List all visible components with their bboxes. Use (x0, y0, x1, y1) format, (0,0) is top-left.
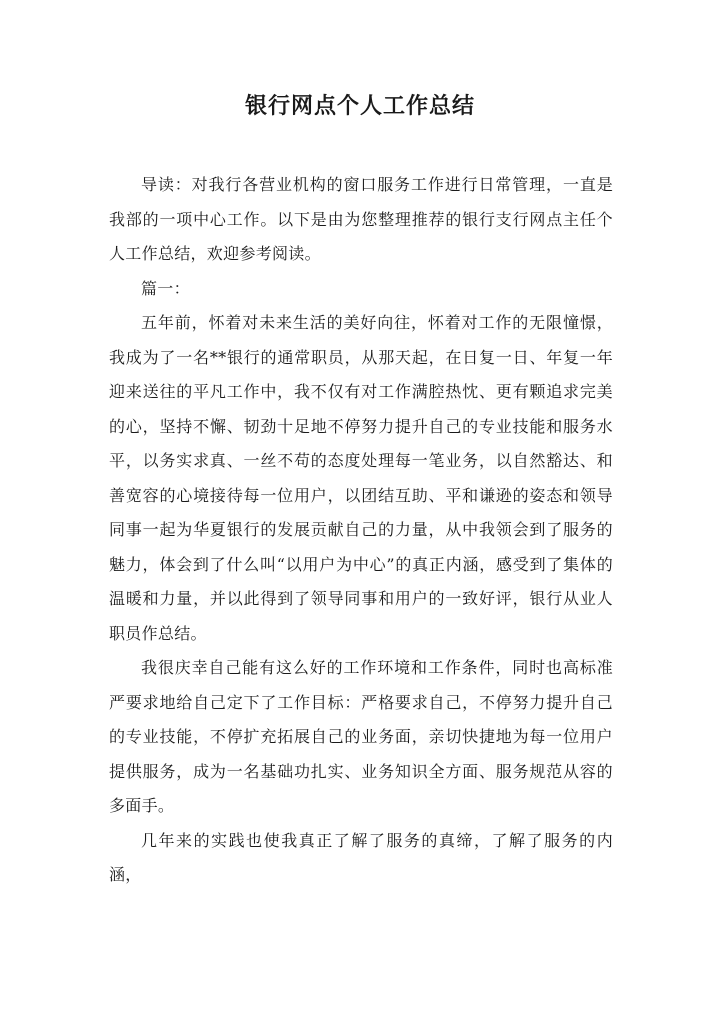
section-heading: 篇一： (141, 278, 190, 298)
body-paragraph: 五年前，怀着对未来生活的美好向往，怀着对工作的无限憧憬，我成为了一名**银行的通常职员，从那天起，在日复一日、年复一年迎来送往的平凡工作中，我不仅有对工作满腔热忱、更有颗追求完美的心，坚持不懈、韧劲十足地不停努力提升自己的专业技能和服务水平，以务实求真、一丝不苟的态度处理每一笔业务，以自然豁达、和善宽容的心境接待每一位用户，以团结互助、平和谦逊的姿态和领导同事一起为华夏银行的发展贡献自己的力量，从中我领会到了服务的魅力，体会到了什么叫“以用户为中心”的真正内涵，感受到了集体的温暖和力量，并以此得到了领导同事和用户的一致好评，银行从业人职员作总结。 (109, 313, 613, 643)
document-title: 银行网点个人工作总结 (244, 93, 475, 119)
body-paragraph: 几年来的实践也使我真正了解了服务的真缔，了解了服务的内涵， (109, 830, 613, 884)
body-paragraph: 我很庆幸自己能有这么好的工作环境和工作条件，同时也高标准严要求地给自己定下了工作目标：严格要求自己，不停努力提升自己的专业技能，不停扩充拓展自己的业务面，亲切快捷地为每一位用户提供服务，成为一名基础功扎实、业务知识全方面、服务规范从容的多面手。 (109, 658, 613, 815)
intro-paragraph: 导读：对我行各营业机构的窗口服务工作进行日常管理，一直是我部的一项中心工作。以下是由为您整理推荐的银行支行网点主任个人工作总结，欢迎参考阅读。 (109, 175, 613, 263)
document-body (109, 168, 613, 893)
